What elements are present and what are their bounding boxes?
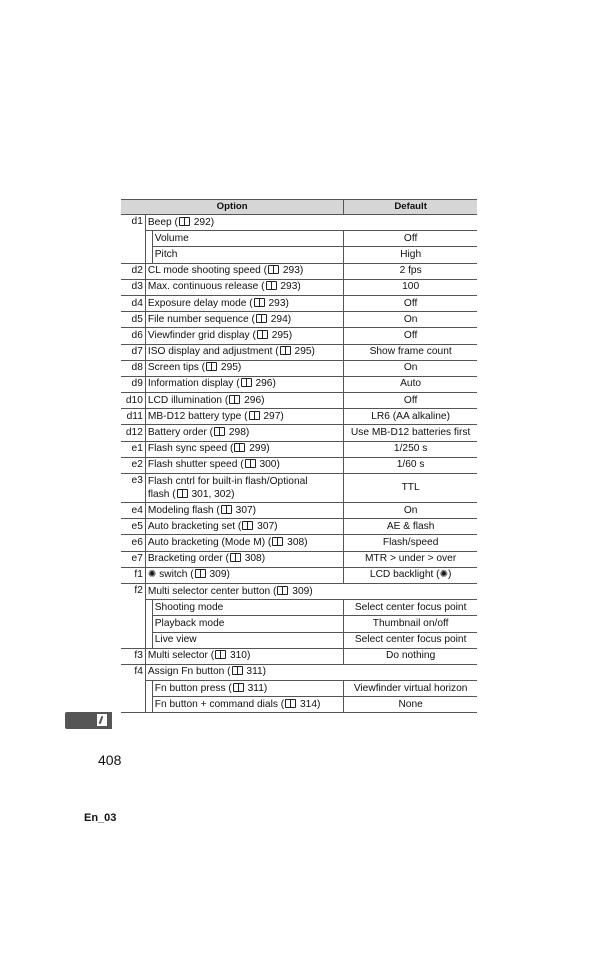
page-reference-icon <box>233 683 244 692</box>
page-reference-icon <box>285 699 296 708</box>
row-name: Multi selector ( 310) <box>145 648 343 664</box>
row-value: Off <box>344 295 477 311</box>
table-row <box>121 376 477 392</box>
row-name: File number sequence ( 294) <box>145 312 343 328</box>
row-value: On <box>344 312 477 328</box>
row-code: f3 <box>121 648 145 664</box>
row-value: Auto <box>344 376 477 392</box>
indent-cell <box>145 681 152 713</box>
table-row <box>121 697 477 713</box>
page-reference-icon <box>195 569 206 578</box>
table-row <box>121 360 477 376</box>
row-value: 1/60 s <box>344 457 477 473</box>
table-row <box>121 328 477 344</box>
row-code: d5 <box>121 312 145 328</box>
row-code: e4 <box>121 503 145 519</box>
table-row <box>121 425 477 441</box>
table-row <box>121 279 477 295</box>
page-reference-icon <box>277 586 288 595</box>
table-row <box>121 616 477 632</box>
sub-row-value: Off <box>344 231 477 247</box>
page-reference-icon <box>179 217 190 226</box>
page-reference-icon <box>230 553 241 562</box>
row-name: Bracketing order ( 308) <box>145 551 343 567</box>
row-name: ISO display and adjustment ( 295) <box>145 344 343 360</box>
table-row <box>121 344 477 360</box>
table-row <box>121 503 477 519</box>
row-code: e3 <box>121 474 145 503</box>
row-value: MTR > under > over <box>344 551 477 567</box>
table-row <box>121 215 477 231</box>
row-name: Multi selector center button ( 309) <box>145 583 477 599</box>
page-reference-icon <box>229 395 240 404</box>
row-value: 2 fps <box>344 263 477 279</box>
table-row <box>121 409 477 425</box>
page-reference-icon <box>256 314 267 323</box>
sub-row-name: Playback mode <box>152 616 344 632</box>
indent-cell <box>145 600 152 649</box>
row-name: Flash cntrl for built-in flash/Optional flash ( 301, 302) <box>145 474 343 503</box>
row-code: f2 <box>121 583 145 648</box>
row-code: d8 <box>121 360 145 376</box>
row-code: d6 <box>121 328 145 344</box>
backlight-sun-icon: ✺ <box>439 569 448 581</box>
row-code: d12 <box>121 425 145 441</box>
row-name: ✺ switch ( 309) <box>145 567 343 583</box>
table-row <box>121 231 477 247</box>
row-code: d10 <box>121 393 145 409</box>
row-name: Flash sync speed ( 299) <box>145 441 343 457</box>
page-reference-icon <box>242 521 253 530</box>
row-code: e7 <box>121 551 145 567</box>
row-name: LCD illumination ( 296) <box>145 393 343 409</box>
sub-row-value: High <box>344 247 477 263</box>
page-reference-icon <box>254 298 265 307</box>
row-value: Flash/speed <box>344 535 477 551</box>
row-value: TTL <box>344 474 477 503</box>
table-row <box>121 535 477 551</box>
row-value: Do nothing <box>344 648 477 664</box>
row-code: d1 <box>121 215 145 264</box>
table-row <box>121 583 477 599</box>
row-value: On <box>344 503 477 519</box>
row-code: e2 <box>121 457 145 473</box>
indent-cell <box>145 231 152 263</box>
row-value: On <box>344 360 477 376</box>
row-name: Battery order ( 298) <box>145 425 343 441</box>
row-name: Beep ( 292) <box>145 215 477 231</box>
row-name: Viewfinder grid display ( 295) <box>145 328 343 344</box>
row-code: f4 <box>121 664 145 713</box>
row-code: e5 <box>121 519 145 535</box>
row-name: Information display ( 296) <box>145 376 343 392</box>
table-row <box>121 664 477 680</box>
row-code: e1 <box>121 441 145 457</box>
row-value: Off <box>344 328 477 344</box>
page-reference-icon <box>232 666 243 675</box>
sub-row-value: Viewfinder virtual horizon <box>344 681 477 697</box>
table-row <box>121 567 477 583</box>
table-row <box>121 474 477 503</box>
page-reference-icon <box>215 650 226 659</box>
notes-icon <box>97 714 107 726</box>
header-option: Option <box>121 200 344 215</box>
sub-row-value: None <box>344 697 477 713</box>
row-name: Modeling flash ( 307) <box>145 503 343 519</box>
row-name: Max. continuous release ( 293) <box>145 279 343 295</box>
table-row <box>121 312 477 328</box>
table-header-row <box>121 200 477 215</box>
page-reference-icon <box>177 489 188 498</box>
row-value: Use MB-D12 batteries first <box>344 425 477 441</box>
sub-row-name: Shooting mode <box>152 600 344 616</box>
row-code: d3 <box>121 279 145 295</box>
page-reference-icon <box>221 505 232 514</box>
table-row <box>121 519 477 535</box>
row-code: e6 <box>121 535 145 551</box>
page-reference-icon <box>249 411 260 420</box>
table-row <box>121 600 477 616</box>
row-code: d11 <box>121 409 145 425</box>
sub-row-value: Thumbnail on/off <box>344 616 477 632</box>
row-code: d7 <box>121 344 145 360</box>
row-value: Show frame count <box>344 344 477 360</box>
row-name: Auto bracketing set ( 307) <box>145 519 343 535</box>
table-row <box>121 681 477 697</box>
page-reference-icon <box>234 443 245 452</box>
row-name: Assign Fn button ( 311) <box>145 664 477 680</box>
table-row <box>121 632 477 648</box>
row-name: Flash shutter speed ( 300) <box>145 457 343 473</box>
row-value: AE & flash <box>344 519 477 535</box>
footer-code: En_03 <box>84 812 117 824</box>
page-reference-icon <box>214 427 225 436</box>
table-row <box>121 441 477 457</box>
backlight-sun-icon: ✺ <box>147 569 157 581</box>
page-reference-icon <box>280 346 291 355</box>
sub-row-name: Pitch <box>152 247 344 263</box>
table-row <box>121 247 477 263</box>
row-name: MB-D12 battery type ( 297) <box>145 409 343 425</box>
row-value: 100 <box>344 279 477 295</box>
row-value: LCD backlight (✺) <box>344 567 477 583</box>
row-name: Auto bracketing (Mode M) ( 308) <box>145 535 343 551</box>
table-row <box>121 295 477 311</box>
header-default: Default <box>344 200 477 215</box>
sub-row-value: Select center focus point <box>344 600 477 616</box>
page-reference-icon <box>206 362 217 371</box>
row-code: f1 <box>121 567 145 583</box>
page-number: 408 <box>98 752 122 768</box>
section-tab-marker <box>65 712 112 729</box>
page-reference-icon <box>272 537 283 546</box>
page-reference-icon <box>257 330 268 339</box>
page-reference-icon <box>268 265 279 274</box>
row-name: Screen tips ( 295) <box>145 360 343 376</box>
table-row <box>121 263 477 279</box>
table-row <box>121 551 477 567</box>
sub-row-name: Live view <box>152 632 344 648</box>
table-row <box>121 393 477 409</box>
page-reference-icon <box>241 378 252 387</box>
row-value: 1/250 s <box>344 441 477 457</box>
row-code: d4 <box>121 295 145 311</box>
sub-row-name: Fn button + command dials ( 314) <box>152 697 344 713</box>
sub-row-name: Fn button press ( 311) <box>152 681 344 697</box>
row-value: LR6 (AA alkaline) <box>344 409 477 425</box>
table-row <box>121 648 477 664</box>
row-code: d2 <box>121 263 145 279</box>
page-reference-icon <box>266 281 277 290</box>
row-value: Off <box>344 393 477 409</box>
custom-settings-defaults-table <box>121 199 477 713</box>
row-code: d9 <box>121 376 145 392</box>
table-row <box>121 457 477 473</box>
row-name: CL mode shooting speed ( 293) <box>145 263 343 279</box>
sub-row-value: Select center focus point <box>344 632 477 648</box>
sub-row-name: Volume <box>152 231 344 247</box>
page-reference-icon <box>245 459 256 468</box>
row-name: Exposure delay mode ( 293) <box>145 295 343 311</box>
